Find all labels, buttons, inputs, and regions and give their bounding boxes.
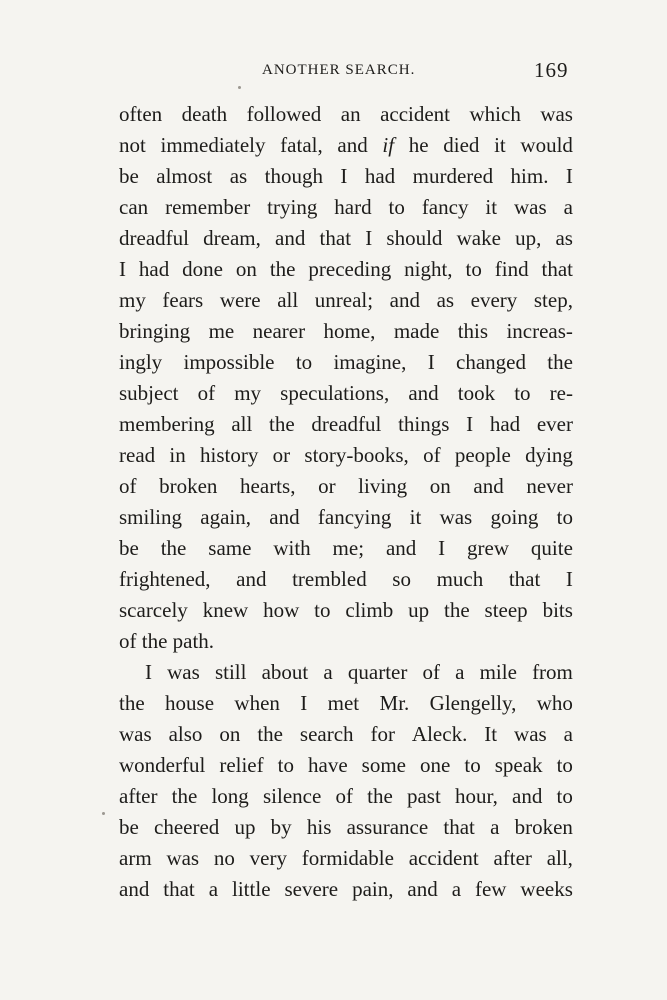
- text-line: my fears were all unreal; and as every step,: [119, 288, 573, 312]
- text-line: be cheered up by his assurance that a broken: [119, 815, 573, 839]
- text-line: I had done on the preceding night, to find that: [119, 257, 573, 281]
- text-line: can remember trying hard to fancy it was a: [119, 195, 573, 219]
- text-line: read in history or story-books, of people dying: [119, 443, 573, 467]
- text-line: often death followed an accident which was: [119, 102, 573, 126]
- text-line: membering all the dreadful things I had ever: [119, 412, 573, 436]
- text-line: be almost as though I had murdered him. I: [119, 164, 573, 188]
- text-line: wonderful relief to have some one to speak to: [119, 753, 573, 777]
- text-line: arm was no very formidable accident after all,: [119, 846, 573, 870]
- text-line: bringing me nearer home, made this increas-: [119, 319, 573, 343]
- text-line-paragraph-start: I was still about a quarter of a mile from: [145, 660, 573, 684]
- text-line: be the same with me; and I grew quite: [119, 536, 573, 560]
- ink-speck: [238, 86, 241, 89]
- text-line-paragraph-end: of the path.: [119, 629, 215, 653]
- text-line: the house when I met Mr. Glengelly, who: [119, 691, 573, 715]
- text-line: frightened, and trembled so much that I: [119, 567, 573, 591]
- text-line: after the long silence of the past hour, and to: [119, 784, 573, 808]
- text-line: smiling again, and fancying it was going to: [119, 505, 573, 529]
- text-line: and that a little severe pain, and a few weeks: [119, 877, 573, 901]
- ink-speck: [102, 812, 105, 815]
- text-line: subject of my speculations, and took to re-: [119, 381, 573, 405]
- text-line: ingly impossible to imagine, I changed the: [119, 350, 573, 374]
- text-line: of broken hearts, or living on and never: [119, 474, 573, 498]
- page-number: 169: [534, 58, 569, 82]
- text-line: not immediately fatal, and if he died it would: [119, 133, 573, 157]
- running-head: ANOTHER SEARCH.: [262, 62, 416, 78]
- text-line: dreadful dream, and that I should wake up, as: [119, 226, 573, 250]
- text-line: scarcely knew how to climb up the steep bits: [119, 598, 573, 622]
- text-line: was also on the search for Aleck. It was a: [119, 722, 573, 746]
